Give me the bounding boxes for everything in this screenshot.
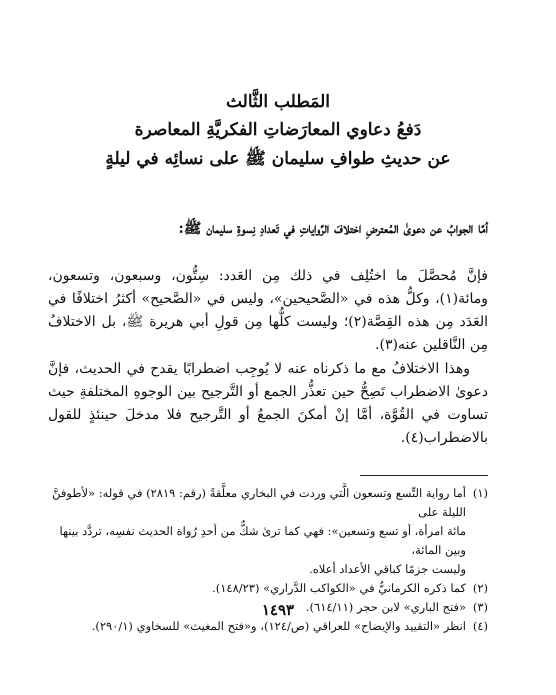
section-title: المَطلب الثَّالث bbox=[225, 92, 330, 112]
footnote-continuation bbox=[48, 522, 488, 560]
footnote-separator bbox=[360, 475, 488, 476]
footnote-number: (٣) bbox=[472, 600, 488, 614]
footnote bbox=[48, 617, 488, 636]
footnote-text: كما ذكره الكرمانيُّ في «الكواكب الدَّراري» (١٤٨/٢٣). bbox=[212, 581, 466, 595]
footnote-number: (٢) bbox=[472, 581, 488, 595]
footnote-text: وليست جزمًا كباقي الأعداد أعلاه. bbox=[309, 562, 466, 576]
section-subtitle: دَفعُ دعاوي المعارَضاتِ الفكريَّةِ المعاصرة bbox=[134, 120, 422, 140]
footnote-number: (١) bbox=[472, 486, 488, 500]
page-number: ١٤٩٣ bbox=[261, 601, 295, 619]
paragraph: فإنَّ مُحصَّلَ ما اختُلِف في ذلك مِن العَدد: سِتُّون، وسبعون، وتسعون، ومائة(١)، وكلُّ هذه في «الصَّحيحين»، وليس في «الصَّحيح» أكثرُ اختلافًا في العَدَد مِن هذه القِصَّة(٢)؛ وليست كلُّها مِن قولِ أبي هريرة ﷺ، بل الاختلافُ مِن النَّاقلين عنه(٣). bbox=[48, 268, 488, 353]
paragraph: وهذا الاختلافُ مع ما ذكرناه عنه لا يُوجِب اضطرابًا يقدح في الحديث، فإنَّ دعوىٰ الاضطراب تَصِحُّ حين تعذُّر الجمع أو التَّرجيح بين الوجوهِ المختلفةِ حيث تساوت في القُوَّة، أمَّا إنْ أمكنَ الجمعُ أو التَّرجيح فلا مدخلَ حينئذٍ للقول بالاضطراب(٤). bbox=[48, 361, 488, 446]
footnote-text: أما رواية التِّسع وتسعون الَّتي وردت في البخاري معلَّقةً (رقم: ٢٨١٩) في قوله: «لأطوفنَّ الليلة على bbox=[52, 486, 466, 519]
footnote-text: انظر «التقييد والإيضاح» للعراقي (ص/١٢٤)، و«فتح المغيث» للسخاوي (٢٩٠/١). bbox=[91, 619, 466, 633]
footnote-text: «فتح الباري» لابن حجر (٦١٤/١١). bbox=[305, 600, 466, 614]
footnote bbox=[48, 484, 488, 522]
footnote bbox=[48, 579, 488, 598]
footnote-continuation bbox=[48, 560, 488, 579]
body-text bbox=[48, 265, 488, 450]
lead-paragraph: أمَّا الجوابُ عن دعوىٰ المُعترضِ اختلافَ الرِّواياتِ في تَعدادِ نِسوةِ سليمان ﷺ: bbox=[178, 220, 488, 237]
footnote-number: (٤) bbox=[472, 619, 488, 633]
section-subtitle-2: عن حديثِ طوافِ سليمان ﷺ على نسائِه في ليلةٍ bbox=[105, 149, 451, 169]
footnote-text: مائة امرأة، أو تسع وتسعين»: فهي كما ترىٰ شكٌّ من أحدِ رُواة الحديث نفسِه، تردَّد بينها وبين المائة، bbox=[59, 524, 466, 557]
